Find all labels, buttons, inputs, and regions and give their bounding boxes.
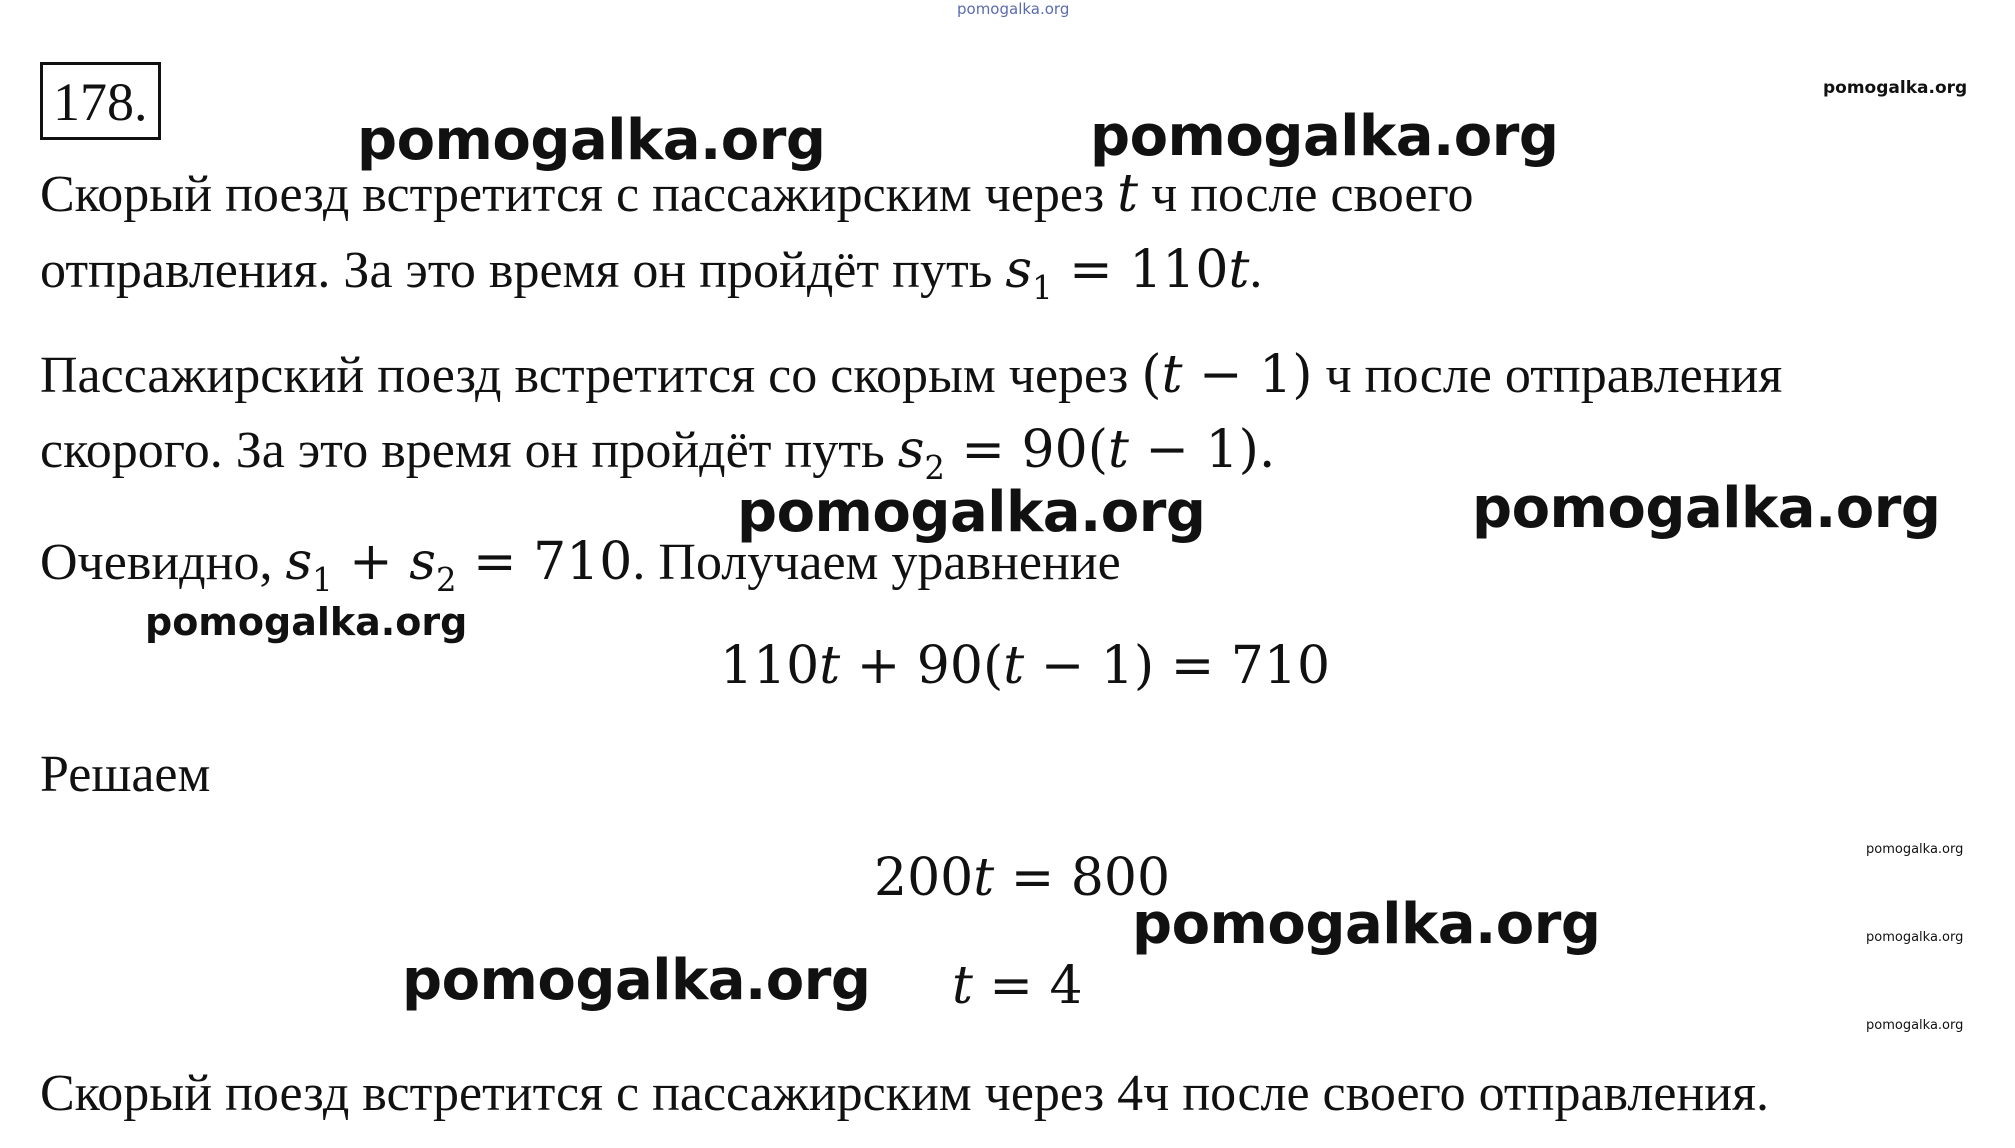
subscript: 1 <box>312 561 333 600</box>
equation-3 <box>952 948 1083 1024</box>
text-segment: скорого. За это время он пройдёт путь <box>40 422 898 479</box>
variable-t: t <box>973 848 995 908</box>
text-segment: . Получаем уравнение <box>632 534 1121 591</box>
watermark-big-2: pomogalka.org <box>1090 104 1559 169</box>
variable-s: s <box>897 420 925 480</box>
text-segment: ч после своего <box>1138 166 1474 223</box>
subscript: 2 <box>924 449 945 488</box>
math-text: + <box>332 532 410 592</box>
math-text: − 1) = 710 <box>1024 636 1331 696</box>
variable-t: t <box>819 636 841 696</box>
watermark-top: pomogalka.org <box>957 0 1070 18</box>
text-segment: ч после отправления <box>1312 347 1783 404</box>
math-text: − 1). <box>1128 420 1276 480</box>
watermark-big-3: pomogalka.org <box>737 480 1206 545</box>
paragraph-2-line-1 <box>40 337 1782 414</box>
variable-t: t <box>952 956 973 1016</box>
variable-t: t <box>1161 345 1183 405</box>
subscript: 1 <box>1032 269 1053 308</box>
text-segment: отправления. За это время он пройдёт путь <box>40 242 1006 299</box>
variable-t: t <box>1003 636 1025 696</box>
paragraph-1-line-2 <box>40 232 1262 314</box>
math-text: ( <box>1141 345 1162 405</box>
problem-number: 178. <box>40 62 161 140</box>
watermark-big-5: pomogalka.org <box>1132 892 1601 957</box>
watermark-big-4: pomogalka.org <box>1472 476 1941 541</box>
variable-s: s <box>409 532 436 592</box>
watermark-big-1: pomogalka.org <box>357 108 826 173</box>
math-text: − 1) <box>1182 345 1313 405</box>
math-text: = 4 <box>972 956 1083 1016</box>
math-text: 200 <box>874 848 974 908</box>
variable-s: s <box>285 532 313 592</box>
watermark-small-2: pomogalka.org <box>1866 930 1964 945</box>
subscript: 2 <box>435 561 457 600</box>
text-segment: Скорый поезд встретится с пассажирским через <box>40 166 1118 223</box>
variable-t: t <box>1108 420 1129 480</box>
equation-2 <box>874 840 1170 916</box>
watermark-big-6: pomogalka.org <box>402 948 871 1013</box>
solve-label: Решаем <box>40 746 211 803</box>
watermark-small-1: pomogalka.org <box>1866 842 1964 857</box>
math-text: + 90( <box>840 636 1004 696</box>
math-text: = 110 <box>1052 240 1229 300</box>
variable-s: s <box>1005 240 1033 300</box>
text-segment: Пассажирский поезд встретится со скорым через <box>40 347 1142 404</box>
variable-t: t <box>1228 240 1250 300</box>
watermark-header-right: pomogalka.org <box>1823 78 1968 98</box>
watermark-mid-1: pomogalka.org <box>145 600 468 644</box>
equation-1 <box>720 628 1330 704</box>
answer-sentence: Скорый поезд встретится с пассажирским через 4ч после своего отправления. <box>40 1065 1769 1122</box>
math-text: 110 <box>720 636 820 696</box>
variable-t: t <box>1117 164 1139 224</box>
math-text: = 800 <box>994 848 1171 908</box>
watermark-small-3: pomogalka.org <box>1866 1018 1964 1033</box>
text-segment: . <box>1249 242 1263 299</box>
text-segment: Очевидно, <box>40 534 286 591</box>
paragraph-3 <box>40 524 1121 606</box>
math-text: = 710 <box>456 532 633 592</box>
paragraph-1-line-1 <box>40 156 1474 233</box>
math-text: = 90( <box>944 420 1108 480</box>
